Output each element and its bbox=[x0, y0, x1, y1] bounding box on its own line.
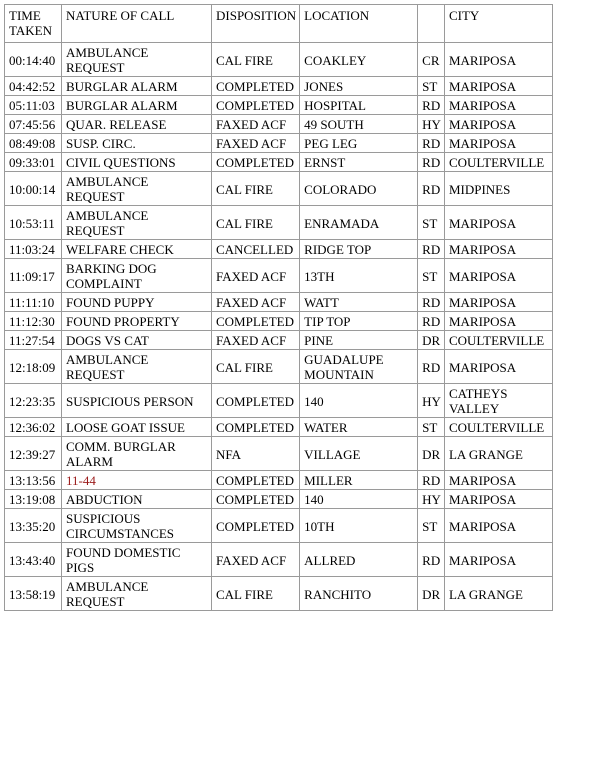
location-cell: COAKLEY bbox=[300, 43, 418, 77]
table-row bbox=[5, 384, 553, 418]
nature-cell: BURGLAR ALARM bbox=[62, 77, 212, 96]
disposition-cell: COMPLETED bbox=[212, 471, 300, 490]
time-cell: 11:11:10 bbox=[5, 293, 62, 312]
disposition-cell: CAL FIRE bbox=[212, 206, 300, 240]
nature-cell: SUSPICIOUS PERSON bbox=[62, 384, 212, 418]
city-cell: MIDPINES bbox=[444, 172, 552, 206]
table-row bbox=[5, 312, 553, 331]
time-cell: 13:43:40 bbox=[5, 543, 62, 577]
time-cell: 00:14:40 bbox=[5, 43, 62, 77]
table-row bbox=[5, 77, 553, 96]
street-suffix-cell: ST bbox=[418, 418, 445, 437]
time-cell: 12:39:27 bbox=[5, 437, 62, 471]
nature-cell: WELFARE CHECK bbox=[62, 240, 212, 259]
table-row bbox=[5, 115, 553, 134]
table-row bbox=[5, 490, 553, 509]
street-suffix-cell: RD bbox=[418, 350, 445, 384]
city-cell: COULTERVILLE bbox=[444, 153, 552, 172]
header-disposition: DISPOSITION bbox=[212, 5, 300, 43]
street-suffix-cell: RD bbox=[418, 312, 445, 331]
street-suffix-cell: ST bbox=[418, 509, 445, 543]
location-cell: JONES bbox=[300, 77, 418, 96]
location-cell: 13TH bbox=[300, 259, 418, 293]
nature-cell: ABDUCTION bbox=[62, 490, 212, 509]
nature-cell: AMBULANCE REQUEST bbox=[62, 172, 212, 206]
street-suffix-cell: RD bbox=[418, 293, 445, 312]
nature-cell: FOUND DOMESTIC PIGS bbox=[62, 543, 212, 577]
location-cell: 10TH bbox=[300, 509, 418, 543]
time-cell: 13:19:08 bbox=[5, 490, 62, 509]
street-suffix-cell: HY bbox=[418, 490, 445, 509]
table-row bbox=[5, 543, 553, 577]
time-cell: 13:58:19 bbox=[5, 577, 62, 611]
street-suffix-cell: RD bbox=[418, 471, 445, 490]
street-suffix-cell: RD bbox=[418, 172, 445, 206]
time-cell: 08:49:08 bbox=[5, 134, 62, 153]
header-time: TIME TAKEN bbox=[5, 5, 62, 43]
city-cell: MARIPOSA bbox=[444, 543, 552, 577]
city-cell: LA GRANGE bbox=[444, 577, 552, 611]
street-suffix-cell: RD bbox=[418, 153, 445, 172]
time-cell: 13:13:56 bbox=[5, 471, 62, 490]
time-cell: 09:33:01 bbox=[5, 153, 62, 172]
time-cell: 05:11:03 bbox=[5, 96, 62, 115]
nature-cell: QUAR. RELEASE bbox=[62, 115, 212, 134]
location-cell: ENRAMADA bbox=[300, 206, 418, 240]
table-row bbox=[5, 509, 553, 543]
location-cell: HOSPITAL bbox=[300, 96, 418, 115]
nature-cell: 11-44 bbox=[62, 471, 212, 490]
location-cell: PEG LEG bbox=[300, 134, 418, 153]
location-cell: RANCHITO bbox=[300, 577, 418, 611]
nature-cell: LOOSE GOAT ISSUE bbox=[62, 418, 212, 437]
time-cell: 11:12:30 bbox=[5, 312, 62, 331]
disposition-cell: FAXED ACF bbox=[212, 331, 300, 350]
street-suffix-cell: DR bbox=[418, 437, 445, 471]
table-row bbox=[5, 153, 553, 172]
location-cell: PINE bbox=[300, 331, 418, 350]
disposition-cell: FAXED ACF bbox=[212, 543, 300, 577]
header-location: LOCATION bbox=[300, 5, 418, 43]
nature-cell: DOGS VS CAT bbox=[62, 331, 212, 350]
location-cell: 140 bbox=[300, 384, 418, 418]
city-cell: MARIPOSA bbox=[444, 43, 552, 77]
city-cell: MARIPOSA bbox=[444, 350, 552, 384]
nature-cell: SUSP. CIRC. bbox=[62, 134, 212, 153]
time-cell: 07:45:56 bbox=[5, 115, 62, 134]
city-cell: MARIPOSA bbox=[444, 490, 552, 509]
city-cell: MARIPOSA bbox=[444, 77, 552, 96]
disposition-cell: COMPLETED bbox=[212, 509, 300, 543]
nature-cell: CIVIL QUESTIONS bbox=[62, 153, 212, 172]
header-row bbox=[5, 5, 553, 43]
location-cell: TIP TOP bbox=[300, 312, 418, 331]
disposition-cell: CAL FIRE bbox=[212, 350, 300, 384]
city-cell: MARIPOSA bbox=[444, 293, 552, 312]
location-cell: RIDGE TOP bbox=[300, 240, 418, 259]
city-cell: COULTERVILLE bbox=[444, 418, 552, 437]
location-cell: 140 bbox=[300, 490, 418, 509]
location-cell: ERNST bbox=[300, 153, 418, 172]
location-cell: WATT bbox=[300, 293, 418, 312]
disposition-cell: FAXED ACF bbox=[212, 293, 300, 312]
location-cell: VILLAGE bbox=[300, 437, 418, 471]
disposition-cell: COMPLETED bbox=[212, 153, 300, 172]
time-cell: 13:35:20 bbox=[5, 509, 62, 543]
time-cell: 10:00:14 bbox=[5, 172, 62, 206]
street-suffix-cell: HY bbox=[418, 115, 445, 134]
disposition-cell: COMPLETED bbox=[212, 77, 300, 96]
table-row bbox=[5, 206, 553, 240]
table-row bbox=[5, 577, 553, 611]
table-row bbox=[5, 331, 553, 350]
location-cell: MILLER bbox=[300, 471, 418, 490]
time-cell: 11:09:17 bbox=[5, 259, 62, 293]
time-cell: 11:03:24 bbox=[5, 240, 62, 259]
time-cell: 11:27:54 bbox=[5, 331, 62, 350]
nature-cell: SUSPICIOUS CIRCUMSTANCES bbox=[62, 509, 212, 543]
table-row bbox=[5, 240, 553, 259]
street-suffix-cell: ST bbox=[418, 77, 445, 96]
disposition-cell: CAL FIRE bbox=[212, 577, 300, 611]
street-suffix-cell: DR bbox=[418, 331, 445, 350]
disposition-cell: COMPLETED bbox=[212, 418, 300, 437]
city-cell: MARIPOSA bbox=[444, 259, 552, 293]
disposition-cell: COMPLETED bbox=[212, 312, 300, 331]
nature-cell: AMBULANCE REQUEST bbox=[62, 43, 212, 77]
nature-cell: FOUND PROPERTY bbox=[62, 312, 212, 331]
nature-cell: AMBULANCE REQUEST bbox=[62, 577, 212, 611]
location-cell: ALLRED bbox=[300, 543, 418, 577]
table-row bbox=[5, 43, 553, 77]
disposition-cell: CANCELLED bbox=[212, 240, 300, 259]
disposition-cell: CAL FIRE bbox=[212, 172, 300, 206]
time-cell: 10:53:11 bbox=[5, 206, 62, 240]
time-cell: 12:36:02 bbox=[5, 418, 62, 437]
nature-cell: COMM. BURGLAR ALARM bbox=[62, 437, 212, 471]
city-cell: LA GRANGE bbox=[444, 437, 552, 471]
street-suffix-cell: CR bbox=[418, 43, 445, 77]
disposition-cell: FAXED ACF bbox=[212, 134, 300, 153]
table-row bbox=[5, 471, 553, 490]
nature-cell: FOUND PUPPY bbox=[62, 293, 212, 312]
nature-cell: BARKING DOG COMPLAINT bbox=[62, 259, 212, 293]
location-cell: WATER bbox=[300, 418, 418, 437]
street-suffix-cell: ST bbox=[418, 259, 445, 293]
nature-cell: AMBULANCE REQUEST bbox=[62, 206, 212, 240]
disposition-cell: COMPLETED bbox=[212, 96, 300, 115]
city-cell: COULTERVILLE bbox=[444, 331, 552, 350]
disposition-cell: NFA bbox=[212, 437, 300, 471]
table-row bbox=[5, 259, 553, 293]
street-suffix-cell: HY bbox=[418, 384, 445, 418]
header-nature: NATURE OF CALL bbox=[62, 5, 212, 43]
location-cell: 49 SOUTH bbox=[300, 115, 418, 134]
location-cell: COLORADO bbox=[300, 172, 418, 206]
city-cell: MARIPOSA bbox=[444, 134, 552, 153]
disposition-cell: COMPLETED bbox=[212, 384, 300, 418]
nature-cell: AMBULANCE REQUEST bbox=[62, 350, 212, 384]
street-suffix-cell: RD bbox=[418, 240, 445, 259]
street-suffix-cell: ST bbox=[418, 206, 445, 240]
city-cell: MARIPOSA bbox=[444, 96, 552, 115]
city-cell: MARIPOSA bbox=[444, 509, 552, 543]
table-row bbox=[5, 96, 553, 115]
table-row bbox=[5, 418, 553, 437]
header-suffix bbox=[418, 5, 445, 43]
disposition-cell: CAL FIRE bbox=[212, 43, 300, 77]
city-cell: MARIPOSA bbox=[444, 312, 552, 331]
table-row bbox=[5, 134, 553, 153]
time-cell: 04:42:52 bbox=[5, 77, 62, 96]
disposition-cell: FAXED ACF bbox=[212, 259, 300, 293]
location-cell: GUADALUPE MOUNTAIN bbox=[300, 350, 418, 384]
table-row bbox=[5, 350, 553, 384]
city-cell: MARIPOSA bbox=[444, 471, 552, 490]
city-cell: MARIPOSA bbox=[444, 240, 552, 259]
table-row bbox=[5, 437, 553, 471]
time-cell: 12:18:09 bbox=[5, 350, 62, 384]
table-row bbox=[5, 172, 553, 206]
time-cell: 12:23:35 bbox=[5, 384, 62, 418]
header-city: CITY bbox=[444, 5, 552, 43]
street-suffix-cell: RD bbox=[418, 543, 445, 577]
street-suffix-cell: DR bbox=[418, 577, 445, 611]
nature-cell: BURGLAR ALARM bbox=[62, 96, 212, 115]
disposition-cell: FAXED ACF bbox=[212, 115, 300, 134]
table-row bbox=[5, 293, 553, 312]
city-cell: MARIPOSA bbox=[444, 115, 552, 134]
city-cell: MARIPOSA bbox=[444, 206, 552, 240]
disposition-cell: COMPLETED bbox=[212, 490, 300, 509]
street-suffix-cell: RD bbox=[418, 96, 445, 115]
call-log-table bbox=[4, 4, 553, 611]
street-suffix-cell: RD bbox=[418, 134, 445, 153]
city-cell: CATHEYS VALLEY bbox=[444, 384, 552, 418]
